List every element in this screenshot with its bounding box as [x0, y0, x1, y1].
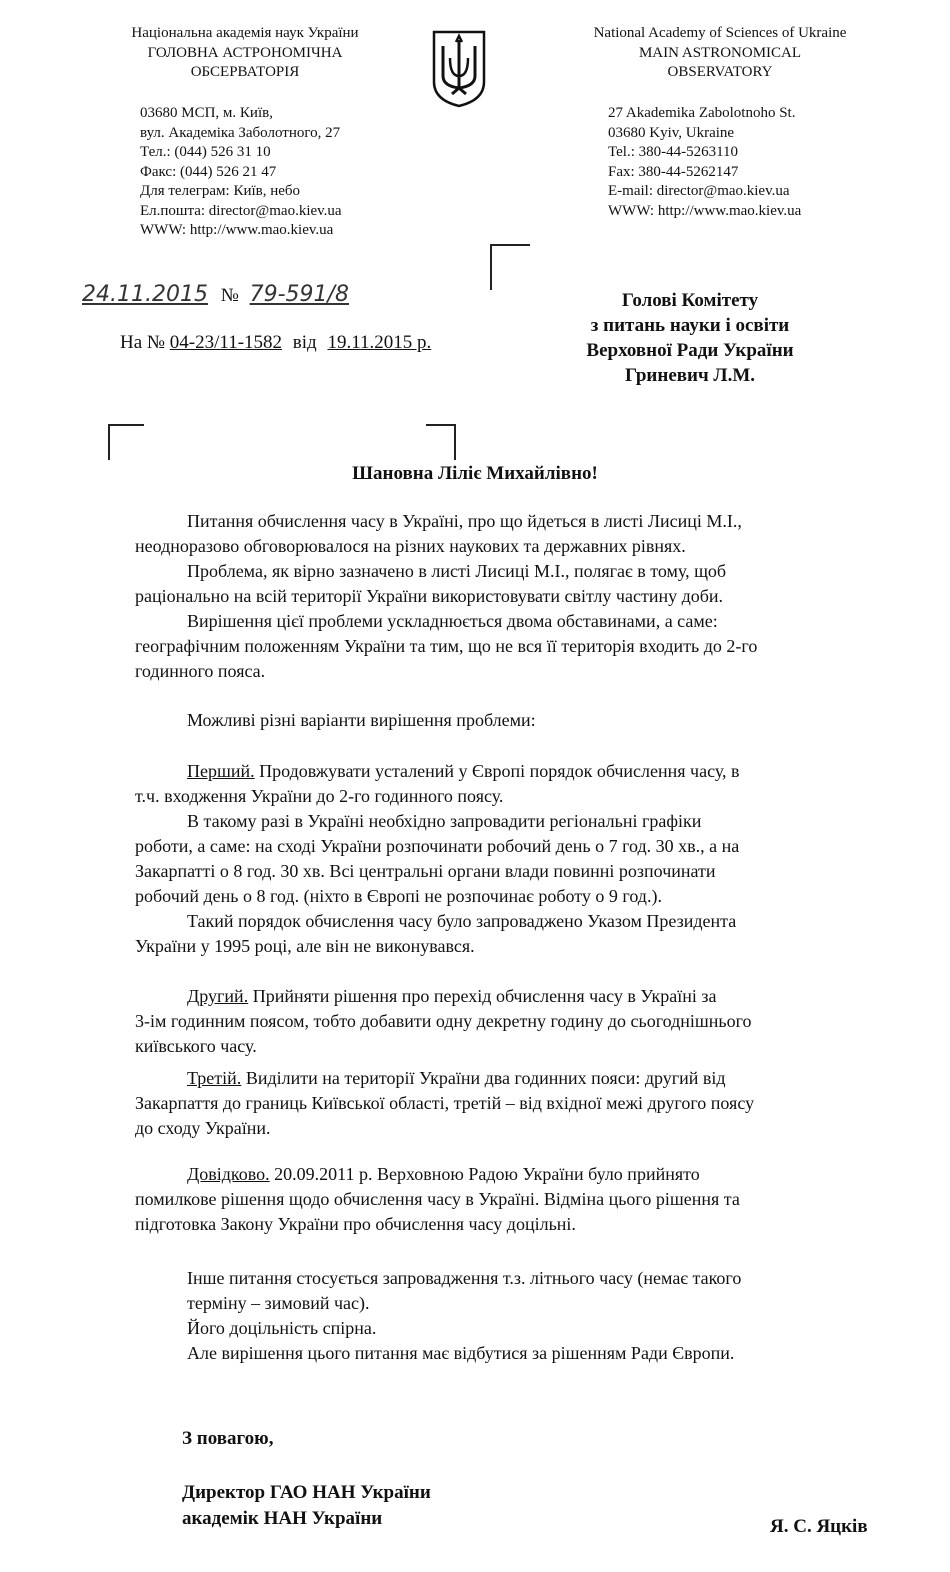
- addressee-line: Голові Комітету: [621, 290, 759, 311]
- paragraph-1: [135, 509, 835, 684]
- letterhead-en: [560, 24, 880, 83]
- text-line: Можливі різні варіанти вирішення проблеми:: [187, 710, 536, 730]
- text-line: Закарпаття до границь Київської області, третій – від вхідної межі другого поясу: [135, 1093, 755, 1113]
- www-line: WWW: http://www.mao.kiev.ua: [608, 202, 802, 219]
- telegram-line: Для телеграм: Київ, небо: [140, 183, 301, 199]
- text-line: Продовжувати усталений у Європі порядок обчислення часу, в: [254, 761, 740, 781]
- text-line: 20.09.2011 р. Верховною Радою України було прийнято: [269, 1164, 700, 1184]
- org-dept-ua: ГОЛОВНА АСТРОНОМІЧНА: [147, 44, 343, 61]
- text-line: підготовка Закону України про обчислення часу доцільні.: [135, 1214, 576, 1234]
- fax-line: Факс: (044) 526 21 47: [140, 163, 277, 180]
- number-label: №: [220, 285, 239, 306]
- org-name-en: National Academy of Sciences of Ukraine: [593, 25, 847, 41]
- org-dept2-en: OBSERVATORY: [667, 64, 773, 80]
- addressee-line: Верховної Ради України: [586, 340, 794, 361]
- text-line: Прийняти рішення про перехід обчислення часу в Україні за: [248, 986, 717, 1006]
- text-line: Інше питання стосується запровадження т.з. літнього часу (немає такого: [187, 1268, 742, 1288]
- address-ua: [140, 104, 400, 241]
- text-line: Проблема, як вірно зазначено в листі Лисиці М.І., полягає в тому, щоб: [187, 561, 727, 581]
- email-line: E-mail: director@mao.kiev.ua: [608, 183, 790, 199]
- address-line: 27 Akademika Zabolotnoho St.: [608, 105, 796, 121]
- text-line: Питання обчислення часу в Україні, про що йдеться в листі Лисиці М.І.,: [187, 511, 742, 531]
- option-label: Перший.: [187, 761, 255, 781]
- outgoing-number: 79-591/8: [249, 282, 349, 307]
- text-line: Виділити на території України два годинних пояси: другий від: [241, 1068, 726, 1088]
- text-line: В такому разі в Україні необхідно запровадити регіональні графіки: [187, 811, 702, 831]
- address-en: [608, 104, 888, 221]
- addressee-name: Гриневич Л.М.: [624, 365, 756, 386]
- options-intro: [135, 708, 835, 733]
- note-label: Довідково.: [187, 1164, 270, 1184]
- ref-number: 04-23/11-1582: [169, 332, 283, 353]
- text-line: годинного пояса.: [135, 661, 266, 681]
- text-line: неодноразово обговорювалося на різних наукових та державних рівнях.: [135, 536, 686, 556]
- other-issue: [135, 1266, 835, 1366]
- text-line: до сходу України.: [135, 1118, 271, 1138]
- email-line: Ел.пошта: director@mao.kiev.ua: [140, 202, 342, 219]
- text-line: терміну – зимовий час).: [187, 1293, 370, 1313]
- text-line: 3-ім годинним поясом, тобто добавити одну декретну годину до сьогоднішнього: [135, 1011, 752, 1031]
- option-label: Третій.: [187, 1068, 242, 1088]
- option-first: [135, 759, 835, 959]
- org-dept2-ua: ОБСЕРВАТОРІЯ: [190, 64, 300, 80]
- text-line: київського часу.: [135, 1036, 257, 1056]
- signer-position: Директор ГАО НАН України: [182, 1482, 431, 1503]
- signer-title: [182, 1480, 431, 1532]
- addressee-block: [540, 288, 840, 388]
- ref-prefix: На №: [120, 332, 166, 353]
- org-name-ua: Національна академія наук України: [131, 25, 359, 41]
- text-line: т.ч. входження України до 2-го годинного поясу.: [135, 786, 504, 806]
- outgoing-date: 24.11.2015: [82, 282, 208, 307]
- option-second: [135, 984, 835, 1059]
- addressee-line: з питань науки і освіти: [590, 315, 790, 336]
- address-line: вул. Академіка Заболотного, 27: [140, 124, 341, 141]
- fax-line: Fax: 380-44-5262147: [608, 163, 739, 180]
- letterhead-ua: [100, 24, 390, 83]
- org-dept-en: MAIN ASTRONOMICAL: [638, 44, 802, 61]
- closing-regards: З повагою,: [182, 1428, 274, 1449]
- reference-note: [135, 1162, 835, 1237]
- text-line: помилкове рішення щодо обчислення часу в Україні. Відміна цього рішення та: [135, 1189, 740, 1209]
- address-line: 03680 Kyiv, Ukraine: [608, 124, 735, 141]
- text-line: робочий день о 8 год. (ніхто в Європі не розпочинає роботу о 9 год.).: [135, 886, 662, 906]
- text-line: Вирішення цієї проблеми ускладнюється двома обставинами, а саме:: [187, 611, 718, 631]
- phone-line: Тел.: (044) 526 31 10: [140, 144, 271, 160]
- phone-line: Tel.: 380-44-5263110: [608, 144, 739, 160]
- salutation: Шановна Ліліє Михайлівно!: [352, 463, 598, 484]
- text-line: Його доцільність спірна.: [187, 1318, 377, 1338]
- text-line: України у 1995 році, але він не виконувався.: [135, 936, 475, 956]
- registration-line: [82, 282, 412, 307]
- coat-of-arms-icon: [430, 28, 488, 110]
- text-line: географічним положенням України та тим, що не вся її територія входить до 2-го: [135, 636, 758, 656]
- text-line: Такий порядок обчислення часу було запроваджено Указом Президента: [187, 911, 737, 931]
- ref-from-label: від: [292, 332, 317, 353]
- option-label: Другий.: [187, 986, 249, 1006]
- text-line: Але вирішення цього питання має відбутися за рішенням Ради Європи.: [187, 1343, 735, 1363]
- text-line: роботи, а саме: на сході України розпочинати робочий день о 7 год. 30 хв., а на: [135, 836, 740, 856]
- address-line: 03680 МСП, м. Київ,: [140, 105, 273, 121]
- www-line: WWW: http://www.mao.kiev.ua: [140, 222, 334, 238]
- signer-rank: академік НАН України: [182, 1508, 383, 1529]
- signer-name: Я. С. Яцків: [770, 1516, 868, 1537]
- option-third: [135, 1066, 835, 1141]
- text-line: раціонально на всій території України використовувати світлу частину доби.: [135, 586, 724, 606]
- reference-line: [120, 332, 480, 354]
- ref-date: 19.11.2015 р.: [327, 332, 432, 353]
- text-line: Закарпатті о 8 год. 30 хв. Всі центральні органи влади повинні розпочинати: [135, 861, 716, 881]
